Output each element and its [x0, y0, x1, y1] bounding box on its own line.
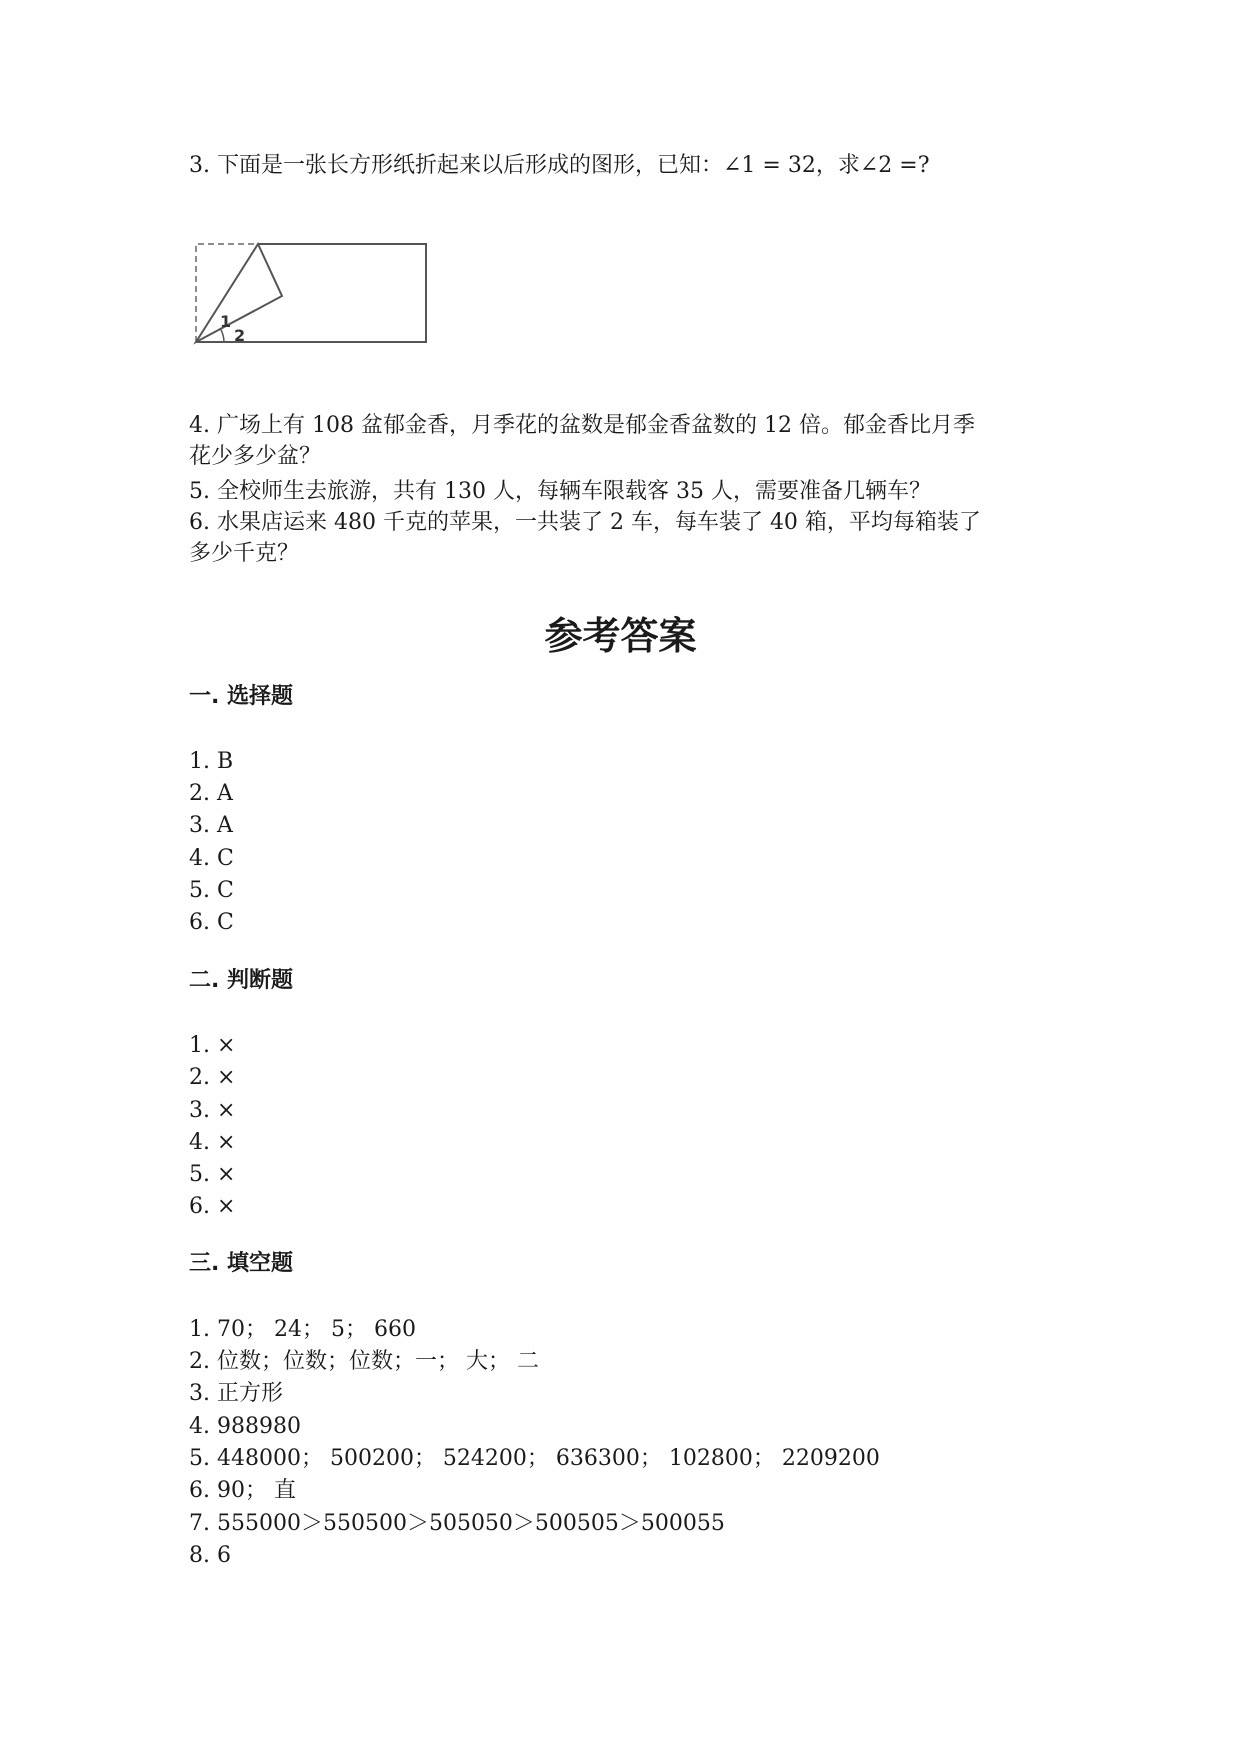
- answer-item: 6. C: [189, 910, 234, 935]
- angle-1-label: 1: [220, 312, 232, 331]
- question-6-line-2: 多少千克？: [189, 541, 300, 566]
- question-6-line-1: 6. 水果店运来 480 千克的苹果，一共装了 2 车，每车装了 40 箱，平均每箱装了: [189, 510, 981, 535]
- question-4-line-2: 花少多少盆？: [189, 444, 322, 469]
- answer-item: 6. 90； 直: [189, 1478, 296, 1503]
- section-heading-choice: 一. 选择题: [189, 684, 294, 709]
- section-heading-fill-in: 三. 填空题: [189, 1251, 294, 1276]
- question-4-line-1: 4. 广场上有 108 盆郁金香，月季花的盆数是郁金香盆数的 12 倍。郁金香比月季: [189, 413, 975, 438]
- answer-item: 3. A: [189, 813, 233, 838]
- answer-item: 2. ×: [189, 1065, 236, 1090]
- folded-rectangle-figure: [190, 234, 430, 346]
- answer-item: 1. ×: [189, 1033, 236, 1058]
- question-3: 3. 下面是一张长方形纸折起来以后形成的图形，已知：∠1 = 32，求∠2 =?: [189, 153, 930, 178]
- answer-item: 4. ×: [189, 1130, 236, 1155]
- answer-item: 1. B: [189, 749, 234, 774]
- answer-item: 6. ×: [189, 1194, 236, 1219]
- answer-item: 4. C: [189, 846, 234, 871]
- answers-title: 参考答案: [544, 614, 697, 658]
- answer-item: 4. 988980: [189, 1414, 301, 1439]
- question-5: 5. 全校师生去旅游，共有 130 人，每辆车限载客 35 人，需要准备几辆车？: [189, 479, 931, 504]
- angle-2-label: 2: [234, 326, 246, 345]
- answer-item: 8. 6: [189, 1543, 231, 1568]
- answer-item: 5. ×: [189, 1162, 236, 1187]
- section-heading-judgement: 二. 判断题: [189, 968, 294, 993]
- answer-item: 2. A: [189, 781, 233, 806]
- answer-item: 7. 555000＞550500＞505050＞500505＞500055: [189, 1511, 725, 1536]
- answer-item: 1. 70； 24； 5； 660: [189, 1317, 416, 1342]
- answer-item: 5. C: [189, 878, 234, 903]
- answer-item: 3. 正方形: [189, 1381, 283, 1406]
- answer-item: 5. 448000； 500200； 524200； 636300； 102800； 2209200: [189, 1446, 880, 1471]
- answer-item: 2. 位数；位数；位数；一； 大； 二: [189, 1349, 539, 1374]
- answer-item: 3. ×: [189, 1098, 236, 1123]
